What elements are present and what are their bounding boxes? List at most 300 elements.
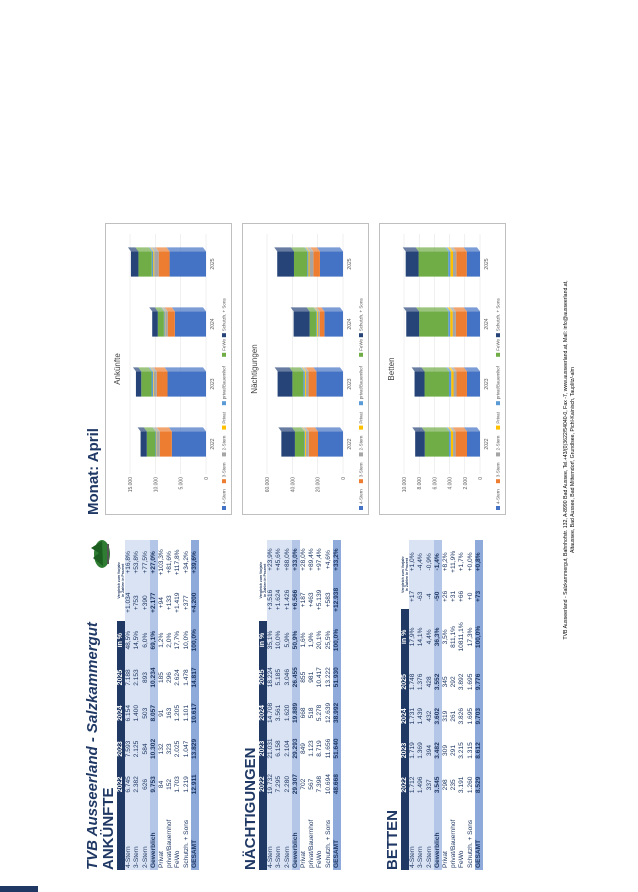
- cell-value: 7.398: [316, 766, 324, 802]
- bar-segment: [318, 431, 343, 456]
- cell-value: 2.624: [174, 660, 182, 696]
- bar-segment: [152, 251, 153, 276]
- table-row: [158, 540, 166, 870]
- ankuenfte-section: [101, 540, 199, 870]
- cell-value: 51.640: [333, 731, 341, 767]
- bar-segment-side: [315, 427, 343, 431]
- bar-segment: [425, 431, 449, 456]
- cell-value: +88,0%: [284, 540, 292, 579]
- legend-label: 2-Stern: [358, 435, 364, 451]
- cell-value: 3.552: [434, 665, 442, 699]
- cell-value: 12.639: [325, 695, 333, 731]
- bar-segment: [309, 371, 317, 396]
- table-row: [434, 540, 442, 870]
- bar-segment: [451, 431, 453, 456]
- bar-segment: [320, 251, 343, 276]
- legend-label: Privat: [358, 412, 364, 424]
- column-header: [401, 540, 409, 609]
- cell-value: 1.400: [133, 695, 141, 731]
- legend-swatch: [496, 452, 500, 456]
- cell-value: 9.703: [475, 699, 483, 733]
- page-edge-bar: [0, 886, 38, 892]
- cell-value: 1.047: [183, 731, 191, 767]
- cell-value: 10.694: [325, 766, 333, 802]
- table-header-row: [117, 540, 125, 870]
- cell-value: 1.748: [409, 665, 417, 699]
- cell-value: 1.695: [467, 699, 475, 733]
- bar-segment: [453, 311, 456, 336]
- row-label: privat/Bauernhof: [166, 802, 174, 870]
- bar-segment: [316, 371, 343, 396]
- bar-segment-side: [416, 247, 449, 251]
- cell-value: 38.992: [333, 695, 341, 731]
- legend-swatch: [359, 479, 363, 483]
- cell-value: 1,6%: [300, 621, 308, 660]
- cell-value: +753: [133, 585, 141, 621]
- footer-towns: Altaussee, Bad Aussee, Bad Mitterndorf, Grundlsee, Pichl-Kainisch, Tauplitz/-alm: [570, 367, 576, 553]
- bar-segment: [406, 311, 419, 336]
- cell-value: 51.930: [333, 659, 341, 695]
- legend-swatch: [496, 426, 500, 430]
- column-header: 2024: [117, 695, 125, 731]
- legend-swatch: [496, 333, 500, 337]
- cell-value: 20,1%: [316, 621, 324, 660]
- cell-value: 855: [300, 659, 308, 695]
- cell-value: +34,2%: [183, 540, 191, 585]
- cell-value: 13.222: [325, 659, 333, 695]
- legend-swatch: [359, 333, 363, 337]
- row-label: FeWo: [174, 802, 182, 870]
- cell-value: +187: [300, 579, 308, 620]
- bar-segment: [307, 251, 308, 276]
- row-label: 4-Stern: [267, 802, 275, 870]
- cell-value: 2.153: [133, 660, 141, 696]
- bar-segment: [454, 371, 457, 396]
- cell-value: 319: [442, 699, 450, 733]
- cell-value: 29.307: [292, 766, 300, 802]
- legend-swatch: [496, 506, 500, 510]
- table-row: [450, 540, 458, 870]
- y-tick-label: 4.000: [447, 477, 454, 490]
- cell-value: 10.617: [191, 695, 199, 731]
- table-row: [475, 540, 483, 870]
- row-label: Schutzh. + Sons: [183, 802, 191, 870]
- bar-segment: [318, 311, 320, 336]
- bar-segment: [304, 431, 305, 456]
- table-row: [316, 540, 324, 870]
- legend-swatch: [359, 452, 363, 456]
- cell-value: +77,5%: [142, 540, 150, 585]
- legend-label: 4-Stern: [221, 489, 227, 504]
- cell-value: 1,2%: [158, 621, 166, 660]
- cell-value: 8.529: [475, 768, 483, 802]
- betten-heading: BETTEN: [384, 810, 401, 870]
- row-label: Gewerblich: [150, 802, 158, 870]
- legend-label: 4-Stern: [358, 489, 364, 504]
- bar-segment: [451, 371, 453, 396]
- cell-value: 21.031: [267, 731, 275, 767]
- cell-value: 18.224: [267, 659, 275, 695]
- cell-value: 3.191: [458, 768, 466, 802]
- legend-label: 3-Stern: [358, 462, 364, 478]
- x-tick-label: 2023: [347, 378, 353, 390]
- column-header: [259, 802, 267, 870]
- bar-segment: [324, 311, 343, 336]
- bar-segment: [308, 251, 309, 276]
- legend-label: privat/Bauernhof: [221, 366, 227, 400]
- cell-value: 345: [442, 665, 450, 699]
- cell-value: 8.057: [150, 695, 158, 731]
- table-row: [426, 540, 434, 870]
- bar-segment: [168, 371, 206, 396]
- cell-value: 567: [308, 766, 316, 802]
- cell-value: 3,5%: [442, 609, 450, 665]
- bar-segment: [309, 431, 318, 456]
- legend-label: FeWo: [221, 338, 227, 351]
- cell-value: +31: [450, 584, 458, 609]
- table-header-row: [259, 540, 267, 870]
- ankuenfte-table: [117, 540, 199, 870]
- row-label: Gewerblich: [292, 802, 300, 870]
- cell-value: 100,0%: [475, 609, 483, 665]
- cell-value: +1.426: [284, 579, 292, 620]
- x-tick-label: 2022: [210, 438, 216, 450]
- bar-segment: [457, 371, 467, 396]
- cell-value: 323: [166, 731, 174, 767]
- cell-value: +0,8%: [475, 540, 483, 584]
- cell-value: 3.046: [284, 659, 292, 695]
- cell-value: 152: [166, 767, 174, 802]
- cell-value: 3.545: [434, 768, 442, 802]
- legend-swatch: [496, 353, 500, 357]
- legend-label: 4-Stern: [495, 489, 501, 504]
- tables-column: [84, 540, 482, 870]
- cell-value: +4.200: [191, 585, 199, 621]
- cell-value: 12.911: [191, 767, 199, 802]
- cell-value: 17,7%: [174, 621, 182, 660]
- cell-value: +1.624: [275, 579, 283, 620]
- cell-value: 19.889: [292, 695, 300, 731]
- legend-label: Privat: [221, 412, 227, 424]
- cell-value: 8.719: [316, 731, 324, 767]
- legend-swatch: [222, 506, 226, 510]
- cell-value: 2.280: [284, 766, 292, 802]
- cell-value: +66: [458, 584, 466, 609]
- bar-segment: [406, 251, 419, 276]
- bar-segment: [277, 251, 294, 276]
- footer: [563, 50, 577, 870]
- y-tick-label: 15.000: [128, 477, 134, 493]
- table-row: [300, 540, 308, 870]
- table-row: [442, 540, 450, 870]
- bar-segment: [448, 251, 450, 276]
- row-label: FeWo: [316, 802, 324, 870]
- table-row: [142, 540, 150, 870]
- naechtigungen-table: [259, 540, 341, 870]
- cell-value: +103,3%: [158, 540, 166, 585]
- betten-chart: [379, 223, 506, 515]
- cell-value: 5,9%: [284, 621, 292, 660]
- y-tick-label: 6.000: [432, 477, 439, 490]
- table-row: [166, 540, 174, 870]
- cell-value: 981: [308, 659, 316, 695]
- cell-value: -4: [426, 584, 434, 609]
- bar-segment: [305, 371, 306, 396]
- bar-segment-side: [167, 247, 206, 251]
- bar-segment: [157, 431, 160, 456]
- bar-segment: [294, 311, 310, 336]
- cell-value: +0,0%: [467, 540, 475, 584]
- bar-segment: [138, 251, 151, 276]
- bar-segment: [449, 431, 451, 456]
- cell-value: -4,4%: [417, 540, 425, 584]
- table-row: [150, 540, 158, 870]
- cell-value: 702: [300, 766, 308, 802]
- bar-segment: [152, 311, 158, 336]
- cell-value: 9.753: [150, 767, 158, 802]
- table-row: [409, 540, 417, 870]
- legend-label: Schutzh. + Sons: [358, 298, 364, 332]
- cell-value: 7.188: [125, 660, 133, 696]
- chart-svg: [380, 224, 505, 514]
- legend-swatch: [222, 333, 226, 337]
- cell-value: 1.260: [467, 768, 475, 802]
- cell-value: 3.215: [458, 733, 466, 767]
- y-tick-label: 10.000: [153, 477, 160, 493]
- bar-segment: [295, 431, 304, 456]
- cell-value: 1.731: [409, 699, 417, 733]
- row-label: 3-Stern: [275, 802, 283, 870]
- bar-segment-side: [416, 307, 448, 311]
- cell-value: +27,0%: [150, 540, 158, 585]
- cell-value: +94: [158, 585, 166, 621]
- bar-segment-side: [275, 367, 293, 371]
- chart-title: Ankünfte: [113, 353, 122, 385]
- bar-segment-side: [172, 307, 206, 311]
- cell-value: +53,8%: [133, 540, 141, 585]
- column-header: [117, 540, 125, 621]
- column-header: [401, 802, 409, 870]
- cell-value: 69,1%: [150, 621, 158, 660]
- chart-svg: [106, 224, 231, 514]
- cell-value: 1.123: [308, 731, 316, 767]
- row-label: GESAMT: [191, 802, 199, 870]
- cell-value: 503: [142, 695, 150, 731]
- table-row: [458, 540, 466, 870]
- row-label: GESAMT: [333, 802, 341, 870]
- bar-segment-side: [274, 247, 294, 251]
- cell-value: 2.382: [133, 767, 141, 802]
- bar-segment: [448, 311, 450, 336]
- cell-value: 1.219: [183, 767, 191, 802]
- cell-value: +12.938: [333, 579, 341, 620]
- column-header: 2022: [401, 768, 409, 802]
- vergleich-label: Vergleich zum Vorjahr: [117, 562, 122, 599]
- bar-segment-side: [321, 307, 343, 311]
- bar-segment: [281, 431, 295, 456]
- cell-value: +583: [325, 579, 333, 620]
- bar-segment: [292, 371, 303, 396]
- cell-value: 13.829: [191, 731, 199, 767]
- cell-value: 48.668: [333, 766, 341, 802]
- legend-label: Schutzh. + Sons: [495, 298, 501, 332]
- legend-swatch: [222, 401, 226, 405]
- row-label: 2-Stern: [426, 802, 434, 870]
- legend-swatch: [222, 353, 226, 357]
- table-row: [133, 540, 141, 870]
- cell-value: +5.139: [316, 579, 324, 620]
- bar-segment: [158, 311, 164, 336]
- bar-segment: [313, 251, 320, 276]
- bar-segment: [147, 431, 156, 456]
- cell-value: 7.593: [125, 731, 133, 767]
- chart-title: Nächtigungen: [250, 344, 259, 394]
- bar-segment: [419, 311, 448, 336]
- rotated-report: [85, 50, 590, 870]
- cell-value: +11,9%: [450, 540, 458, 584]
- bar-segment-side: [313, 367, 343, 371]
- row-label: 4-Stern: [125, 802, 133, 870]
- cell-value: 1.719: [409, 733, 417, 767]
- row-label: 4-Stern: [409, 802, 417, 870]
- cell-value: 8.612: [475, 733, 483, 767]
- x-tick-label: 2023: [484, 378, 490, 390]
- legend-swatch: [222, 426, 226, 430]
- legend-label: 3-Stern: [495, 462, 501, 478]
- cell-value: 3.826: [458, 699, 466, 733]
- cell-value: +73: [475, 584, 483, 609]
- row-label: Schutzh. + Sons: [467, 802, 475, 870]
- column-header: 2022: [117, 767, 125, 802]
- bar-segment: [172, 431, 206, 456]
- cell-value: 3.602: [434, 699, 442, 733]
- cell-value: 100,0%: [191, 621, 199, 660]
- bar-segment: [425, 371, 449, 396]
- bar-segment: [305, 431, 306, 456]
- cell-value: 235: [450, 768, 458, 802]
- bar-segment: [154, 371, 157, 396]
- x-tick-label: 2022: [347, 438, 353, 450]
- cell-value: 10811,1%: [458, 609, 466, 665]
- table-row: [183, 540, 191, 870]
- charts-column: [85, 225, 501, 515]
- cell-value: 14,1%: [417, 609, 425, 665]
- table-row: [417, 540, 425, 870]
- cell-value: +16,8%: [125, 540, 133, 585]
- bar-segment: [136, 371, 141, 396]
- column-header: in %: [401, 609, 409, 665]
- cell-value: 25,5%: [325, 621, 333, 660]
- cell-value: 1.376: [417, 665, 425, 699]
- cell-value: 48,5%: [125, 621, 133, 660]
- legend-swatch: [222, 479, 226, 483]
- cell-value: 10,0%: [275, 621, 283, 660]
- bar-segment: [467, 431, 480, 456]
- cell-value: 19.732: [267, 766, 275, 802]
- cell-value: +45,6%: [275, 540, 283, 579]
- column-header: 2025: [117, 660, 125, 696]
- vergleich-sublabel: in Zahlen in Prozent: [405, 557, 410, 592]
- vergleich-label: Vergleich zum Vorjahr: [401, 556, 406, 593]
- cell-value: 6,0%: [142, 621, 150, 660]
- row-label: privat/Bauernhof: [308, 802, 316, 870]
- naechtigungen-chart: [242, 223, 369, 515]
- cell-value: 518: [308, 695, 316, 731]
- legend-swatch: [359, 426, 363, 430]
- bar-segment: [419, 251, 449, 276]
- bar-segment: [450, 311, 452, 336]
- bar-segment: [453, 431, 456, 456]
- cell-value: 1.695: [467, 665, 475, 699]
- cell-value: +3.516: [267, 579, 275, 620]
- cell-value: 1.439: [417, 699, 425, 733]
- legend-label: 3-Stern: [221, 462, 227, 478]
- bar-segment: [151, 371, 153, 396]
- cell-value: 17,9%: [409, 609, 417, 665]
- row-label: Gewerblich: [434, 802, 442, 870]
- legend-label: 2-Stern: [495, 435, 501, 451]
- legend-swatch: [359, 401, 363, 405]
- cell-value: 3.561: [275, 695, 283, 731]
- bar-segment: [310, 311, 317, 336]
- cell-value: 6.745: [125, 767, 133, 802]
- cell-value: +1.034: [125, 585, 133, 621]
- cell-value: 291: [450, 733, 458, 767]
- cell-value: +89,4%: [308, 540, 316, 579]
- betten-table: [401, 540, 483, 870]
- cell-value: 432: [426, 699, 434, 733]
- y-tick-label: 10.000: [402, 477, 408, 493]
- cell-value: 1.620: [284, 695, 292, 731]
- row-label: privat/Bauernhof: [450, 802, 458, 870]
- cell-value: +8,2%: [442, 540, 450, 584]
- column-header: 2022: [259, 766, 267, 802]
- cell-value: +1,7%: [458, 540, 466, 584]
- y-tick-label: 0: [341, 477, 347, 480]
- bar-segment: [153, 251, 154, 276]
- bar-segment: [467, 311, 480, 336]
- bar-segment: [175, 311, 206, 336]
- column-header: 2025: [259, 659, 267, 695]
- cell-value: +17: [409, 584, 417, 609]
- bar-segment-side: [422, 427, 449, 431]
- cell-value: 14.817: [191, 660, 199, 696]
- column-header: 2023: [259, 731, 267, 767]
- row-label: Privat: [300, 802, 308, 870]
- bar-segment: [415, 371, 425, 396]
- cell-value: 2.104: [284, 731, 292, 767]
- y-tick-label: 8.000: [417, 477, 424, 490]
- row-label: FeWo: [458, 802, 466, 870]
- cell-value: 849: [300, 731, 308, 767]
- naechtigungen-section: [243, 540, 341, 870]
- table-row: [267, 540, 275, 870]
- bar-segment: [320, 311, 325, 336]
- cell-value: 10,0%: [183, 621, 191, 660]
- bar-segment: [449, 371, 451, 396]
- column-header: in %: [259, 621, 267, 660]
- x-tick-label: 2025: [210, 258, 216, 270]
- column-header: 2023: [117, 731, 125, 767]
- x-tick-label: 2025: [484, 258, 490, 270]
- cell-value: -1,4%: [434, 540, 442, 584]
- legend-label: Schutzh. + Sons: [221, 298, 227, 332]
- bar-segment: [168, 311, 175, 336]
- legend-label: privat/Bauernhof: [495, 366, 501, 400]
- cell-value: 2.125: [133, 731, 141, 767]
- bar-segment: [165, 311, 168, 336]
- vergleich-label: Vergleich zum Vorjahr: [259, 562, 264, 599]
